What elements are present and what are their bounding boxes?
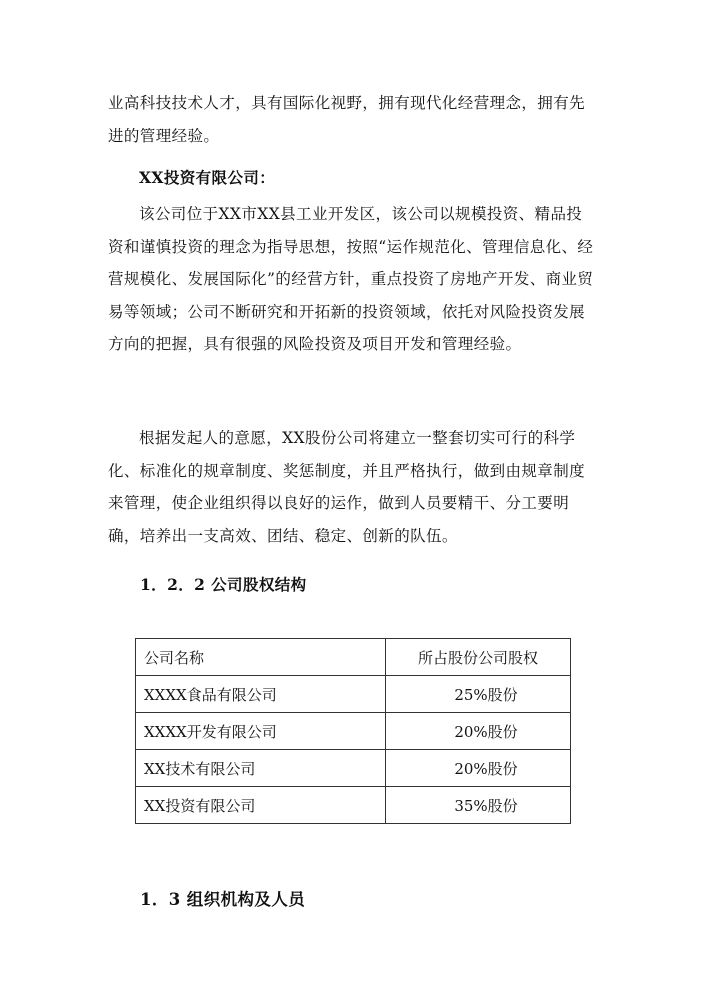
paragraph-management: 根据发起人的意愿，XX股份公司将建立一整套切实可行的科学化、标准化的规章制度、奖惩制度，并且严格执行，做到由规章制度来管理，使企业组织得以良好的运作，做到人员要精干、分工要明确，培养出一支高效、团结、稳定、创新的队伍。 xyxy=(108,429,586,545)
table-cell-share: 20%股份 xyxy=(386,750,571,787)
table-header-share: 所占股份公司股权 xyxy=(386,639,571,676)
paragraph-company-desc: 该公司位于XX市XX县工业开发区，该公司以规模投资、精品投资和谨慎投资的理念为指导思想，按照“运作规范化、管理信息化、经营规模化、发展国际化”的经营方针，重点投资了房地产开发、商业贸易等领域；公司不断研究和开拓新的投资领域，依托对风险投资发展方向的把握，具有很强的风险投资及项目开发和管理经验。 xyxy=(108,205,594,353)
table-cell-company: XX投资有限公司 xyxy=(136,787,386,824)
table-cell-company: XXXX开发有限公司 xyxy=(136,713,386,750)
table-row xyxy=(136,787,571,824)
table-cell-share: 20%股份 xyxy=(386,713,571,750)
table-row xyxy=(136,750,571,787)
table-cell-company: XXXX食品有限公司 xyxy=(136,676,386,713)
table-header-row xyxy=(136,639,571,676)
table-header-name: 公司名称 xyxy=(136,639,386,676)
table-row xyxy=(136,676,571,713)
table-row xyxy=(136,713,571,750)
section-heading-equity: 1．2．2 公司股权结构 xyxy=(140,575,307,594)
paragraph-intro: 业高科技技术人才，具有国际化视野，拥有现代化经营理念，拥有先进的管理经验。 xyxy=(108,94,586,145)
company-heading: XX投资有限公司： xyxy=(139,168,276,187)
table-cell-share: 35%股份 xyxy=(386,787,571,824)
section-heading-org: 1．3 组织机构及人员 xyxy=(140,890,306,909)
equity-table xyxy=(135,638,571,824)
table-cell-company: XX技术有限公司 xyxy=(136,750,386,787)
table-cell-share: 25%股份 xyxy=(386,676,571,713)
